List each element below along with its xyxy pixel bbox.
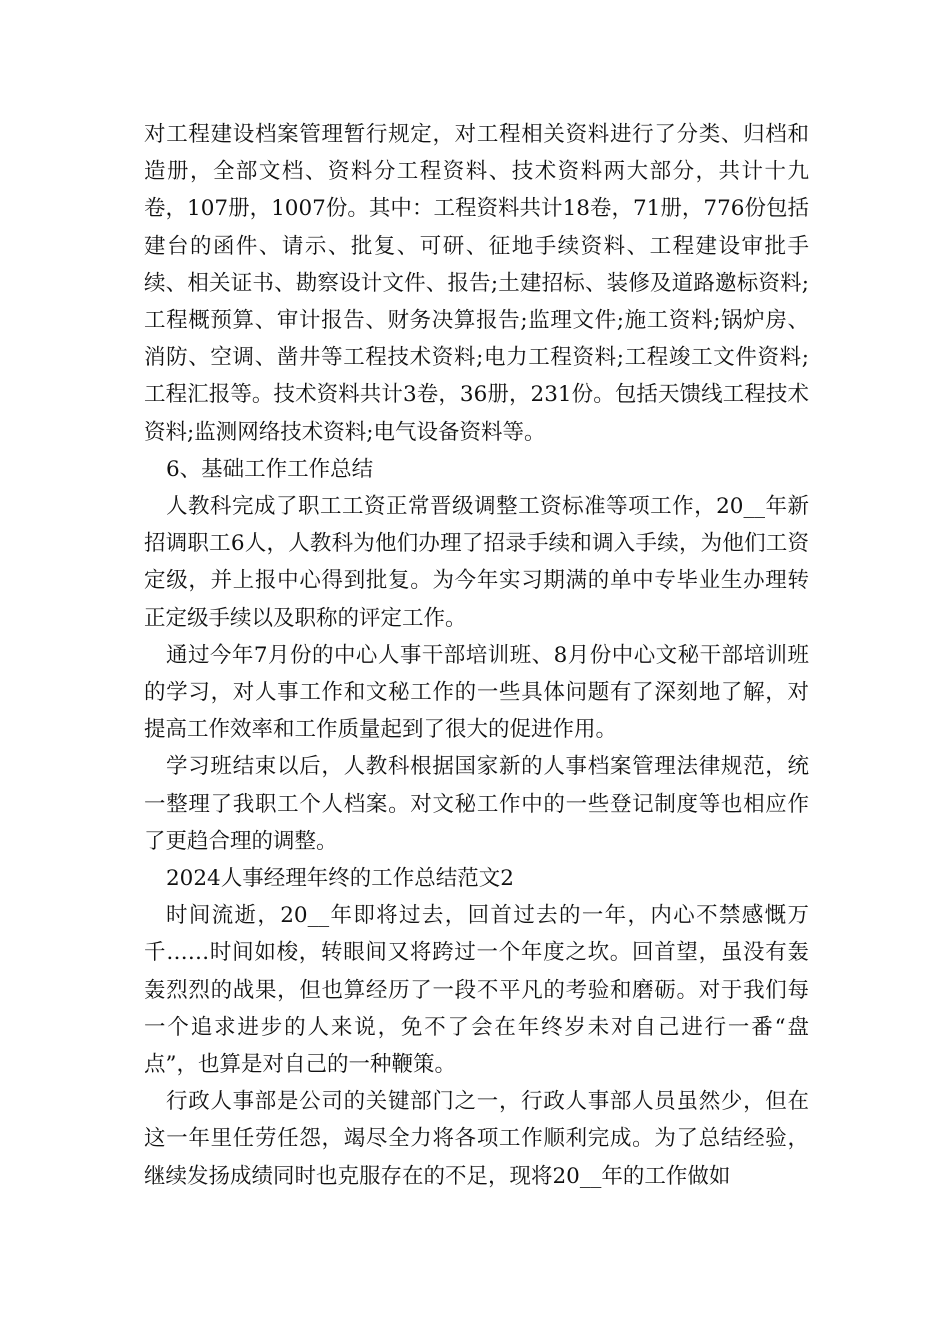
- paragraph-time: 时间流逝，20__年即将过去，回首过去的一年，内心不禁感慨万千……时间如梭，转眼间又将跨过一个年度之坎。回首望，虽没有轰轰烈烈的战果，但也算经历了一段不平凡的考验和磨砺。对于我们每一个追求进步的人来说，免不了会在年终岁未对自己进行一番“盘点”，也算是对自己的一种鞭策。: [144, 903, 809, 1078]
- paragraph-training: 通过今年7月份的中心人事干部培训班、8月份中心文秘干部培训班的学习，对人事工作和文秘工作的一些具体问题有了深刻地了解，对提高工作效率和工作质量起到了很大的促进作用。: [144, 642, 809, 743]
- section-heading-basic-work: 6、基础工作工作总结: [166, 456, 374, 482]
- paragraph-archives: 对工程建设档案管理暂行规定，对工程相关资料进行了分类、归档和造册，全部文档、资料分工程资料、技术资料两大部分，共计十九卷，107册，1007份。其中：工程资料共计18卷，71册，776份包括建台的函件、请示、批复、可研、征地手续资料、工程建设审批手续、相关证书、勘察设计文件、报告;土建招标、装修及道路邀标资料;工程概预算、审计报告、财务决算报告;监理文件;施工资料;锅炉房、消防、空调、凿井等工程技术资料;电力工程资料;工程竣工文件资料;工程汇报等。技术资料共计3卷，36册，231份。包括天馈线工程技术资料;监测网络技术资料;电气设备资料等。: [144, 122, 809, 445]
- paragraph-after-training: 学习班结束以后，人教科根据国家新的人事档案管理法律规范，统一整理了我职工个人档案。对文秘工作中的一些登记制度等也相应作了更趋合理的调整。: [144, 754, 809, 854]
- paragraph-personnel: 人教科完成了职工工资正常晋级调整工资标准等项工作，20__年新招调职工6人，人教科为他们办理了招录手续和调入手续，为他们工资定级，并上报中心得到批复。为今年实习期满的单中专毕业生办理转正定级手续以及职称的评定工作。: [144, 494, 809, 631]
- paragraph-admin-hr: 行政人事部是公司的关键部门之一，行政人事部人员虽然少，但在这一年里任劳任怨，竭尽全力将各项工作顺利完成。为了总结经验，继续发扬成绩同时也克服存在的不足，现将20__年的工作做如: [144, 1089, 809, 1189]
- document-page: [144, 116, 809, 1195]
- section-heading-sample-2: 2024人事经理年终的工作总结范文2: [166, 866, 514, 892]
